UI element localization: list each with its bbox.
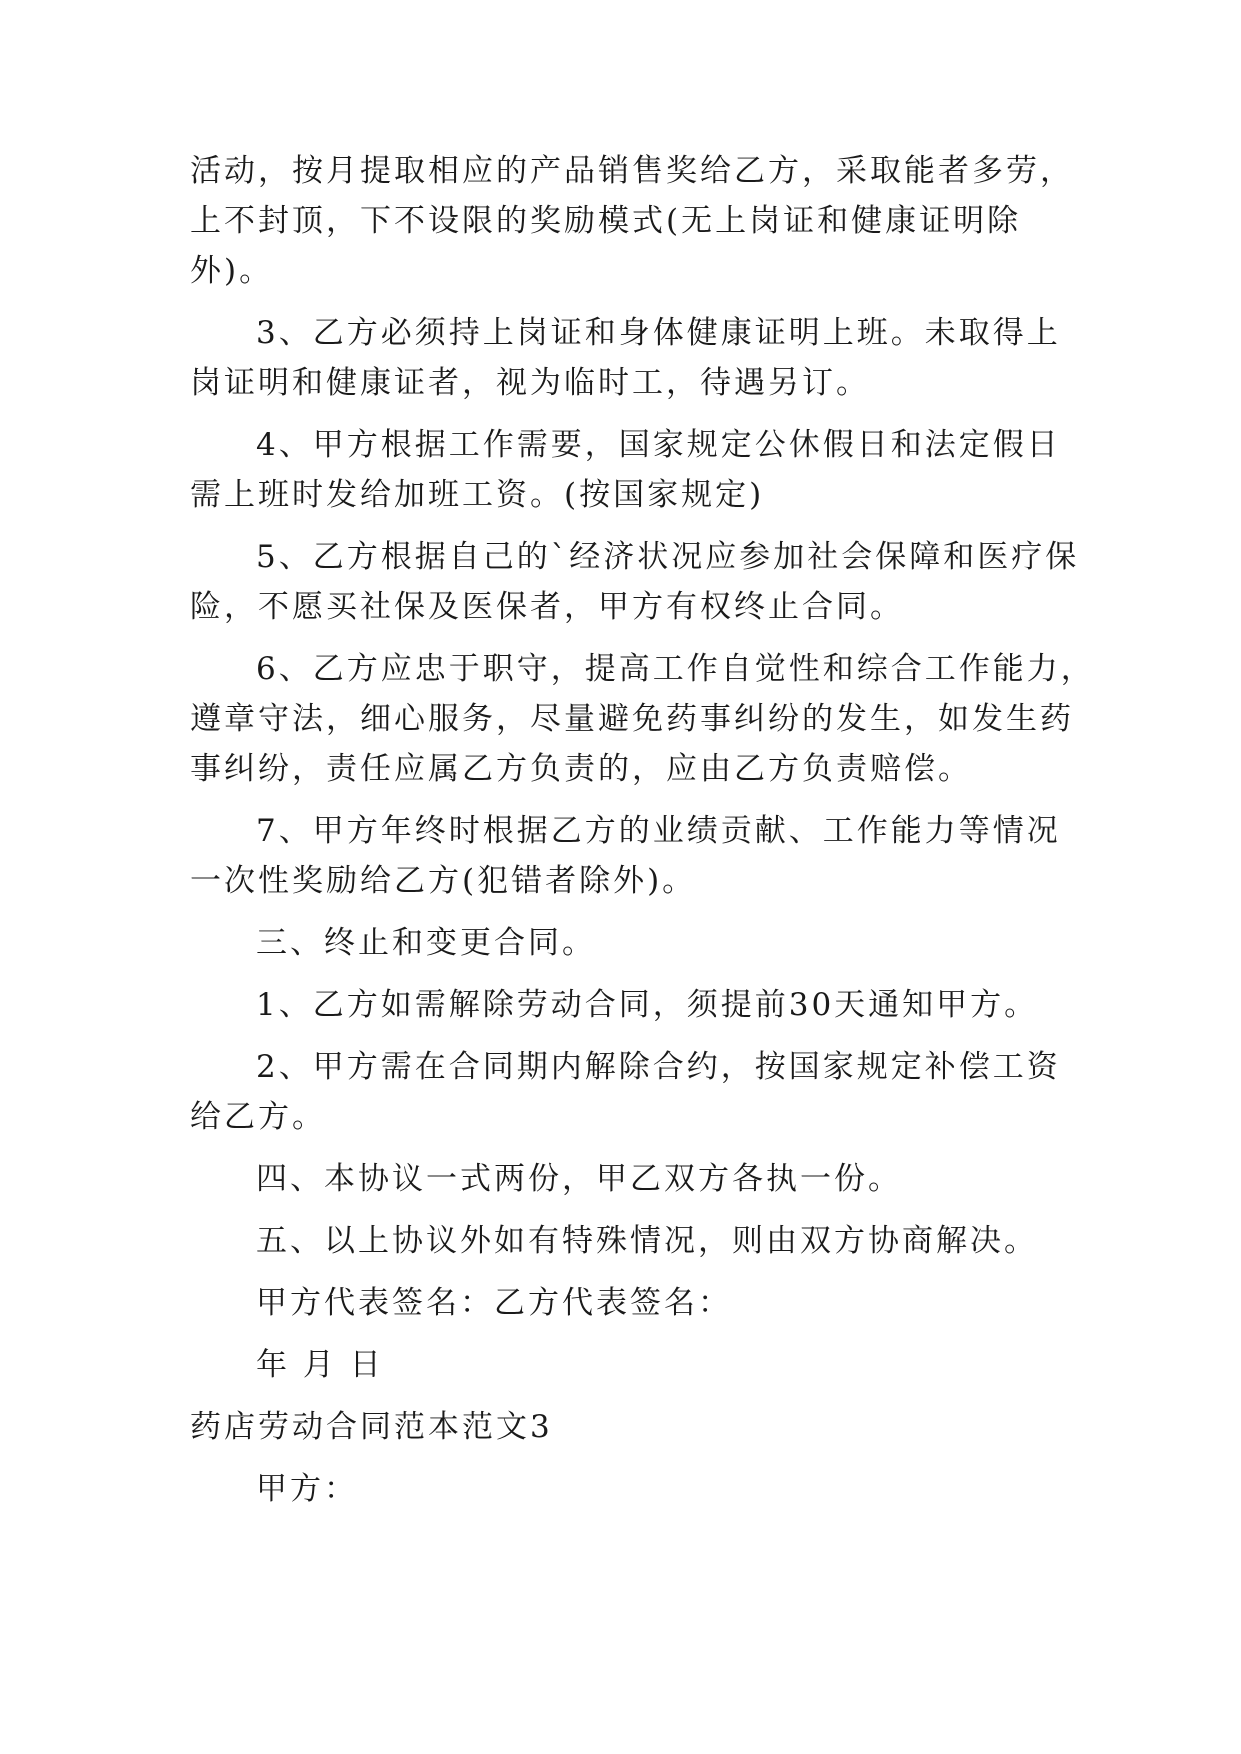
- signature-line: 甲方代表签名：乙方代表签名：: [256, 1285, 732, 1321]
- paragraph-line: 6、乙方应忠于职守，提高工作自觉性和综合工作能力，: [256, 651, 1095, 687]
- paragraph-line: 外)。: [190, 253, 274, 289]
- paragraph-line: 2、甲方需在合同期内解除合约，按国家规定补偿工资: [256, 1049, 1061, 1085]
- paragraph-line: 7、甲方年终时根据乙方的业绩贡献、工作能力等情况: [256, 813, 1061, 849]
- section-heading: 五、以上协议外如有特殊情况，则由双方协商解决。: [256, 1223, 1038, 1259]
- section-heading: 四、本协议一式两份，甲乙双方各执一份。: [256, 1161, 902, 1197]
- document-title: 药店劳动合同范本范文3: [190, 1409, 553, 1445]
- paragraph-line: 遵章守法，细心服务，尽量避免药事纠纷的发生，如发生药: [190, 701, 1074, 737]
- paragraph-line: 1、乙方如需解除劳动合同，须提前30天通知甲方。: [256, 987, 1039, 1023]
- date-line: 年 月 日: [256, 1347, 384, 1383]
- party-a-label: 甲方：: [256, 1471, 358, 1507]
- paragraph-line: 岗证明和健康证者，视为临时工，待遇另订。: [190, 365, 870, 401]
- paragraph-line: 一次性奖励给乙方(犯错者除外)。: [190, 863, 697, 899]
- paragraph-line: 需上班时发给加班工资。(按国家规定): [190, 477, 765, 513]
- paragraph-line: 活动，按月提取相应的产品销售奖给乙方，采取能者多劳，: [190, 153, 1074, 189]
- paragraph-line: 5、乙方根据自己的`经济状况应参加社会保障和医疗保: [256, 539, 1080, 575]
- paragraph-line: 险，不愿买社保及医保者，甲方有权终止合同。: [190, 589, 904, 625]
- paragraph-line: 事纠纷，责任应属乙方负责的，应由乙方负责赔偿。: [190, 751, 972, 787]
- paragraph-line: 4、甲方根据工作需要，国家规定公休假日和法定假日: [256, 427, 1061, 463]
- section-heading: 三、终止和变更合同。: [256, 925, 596, 961]
- paragraph-line: 3、乙方必须持上岗证和身体健康证明上班。未取得上: [256, 315, 1061, 351]
- paragraph-line: 给乙方。: [190, 1099, 326, 1135]
- paragraph-line: 上不封顶，下不设限的奖励模式(无上岗证和健康证明除: [190, 203, 1022, 239]
